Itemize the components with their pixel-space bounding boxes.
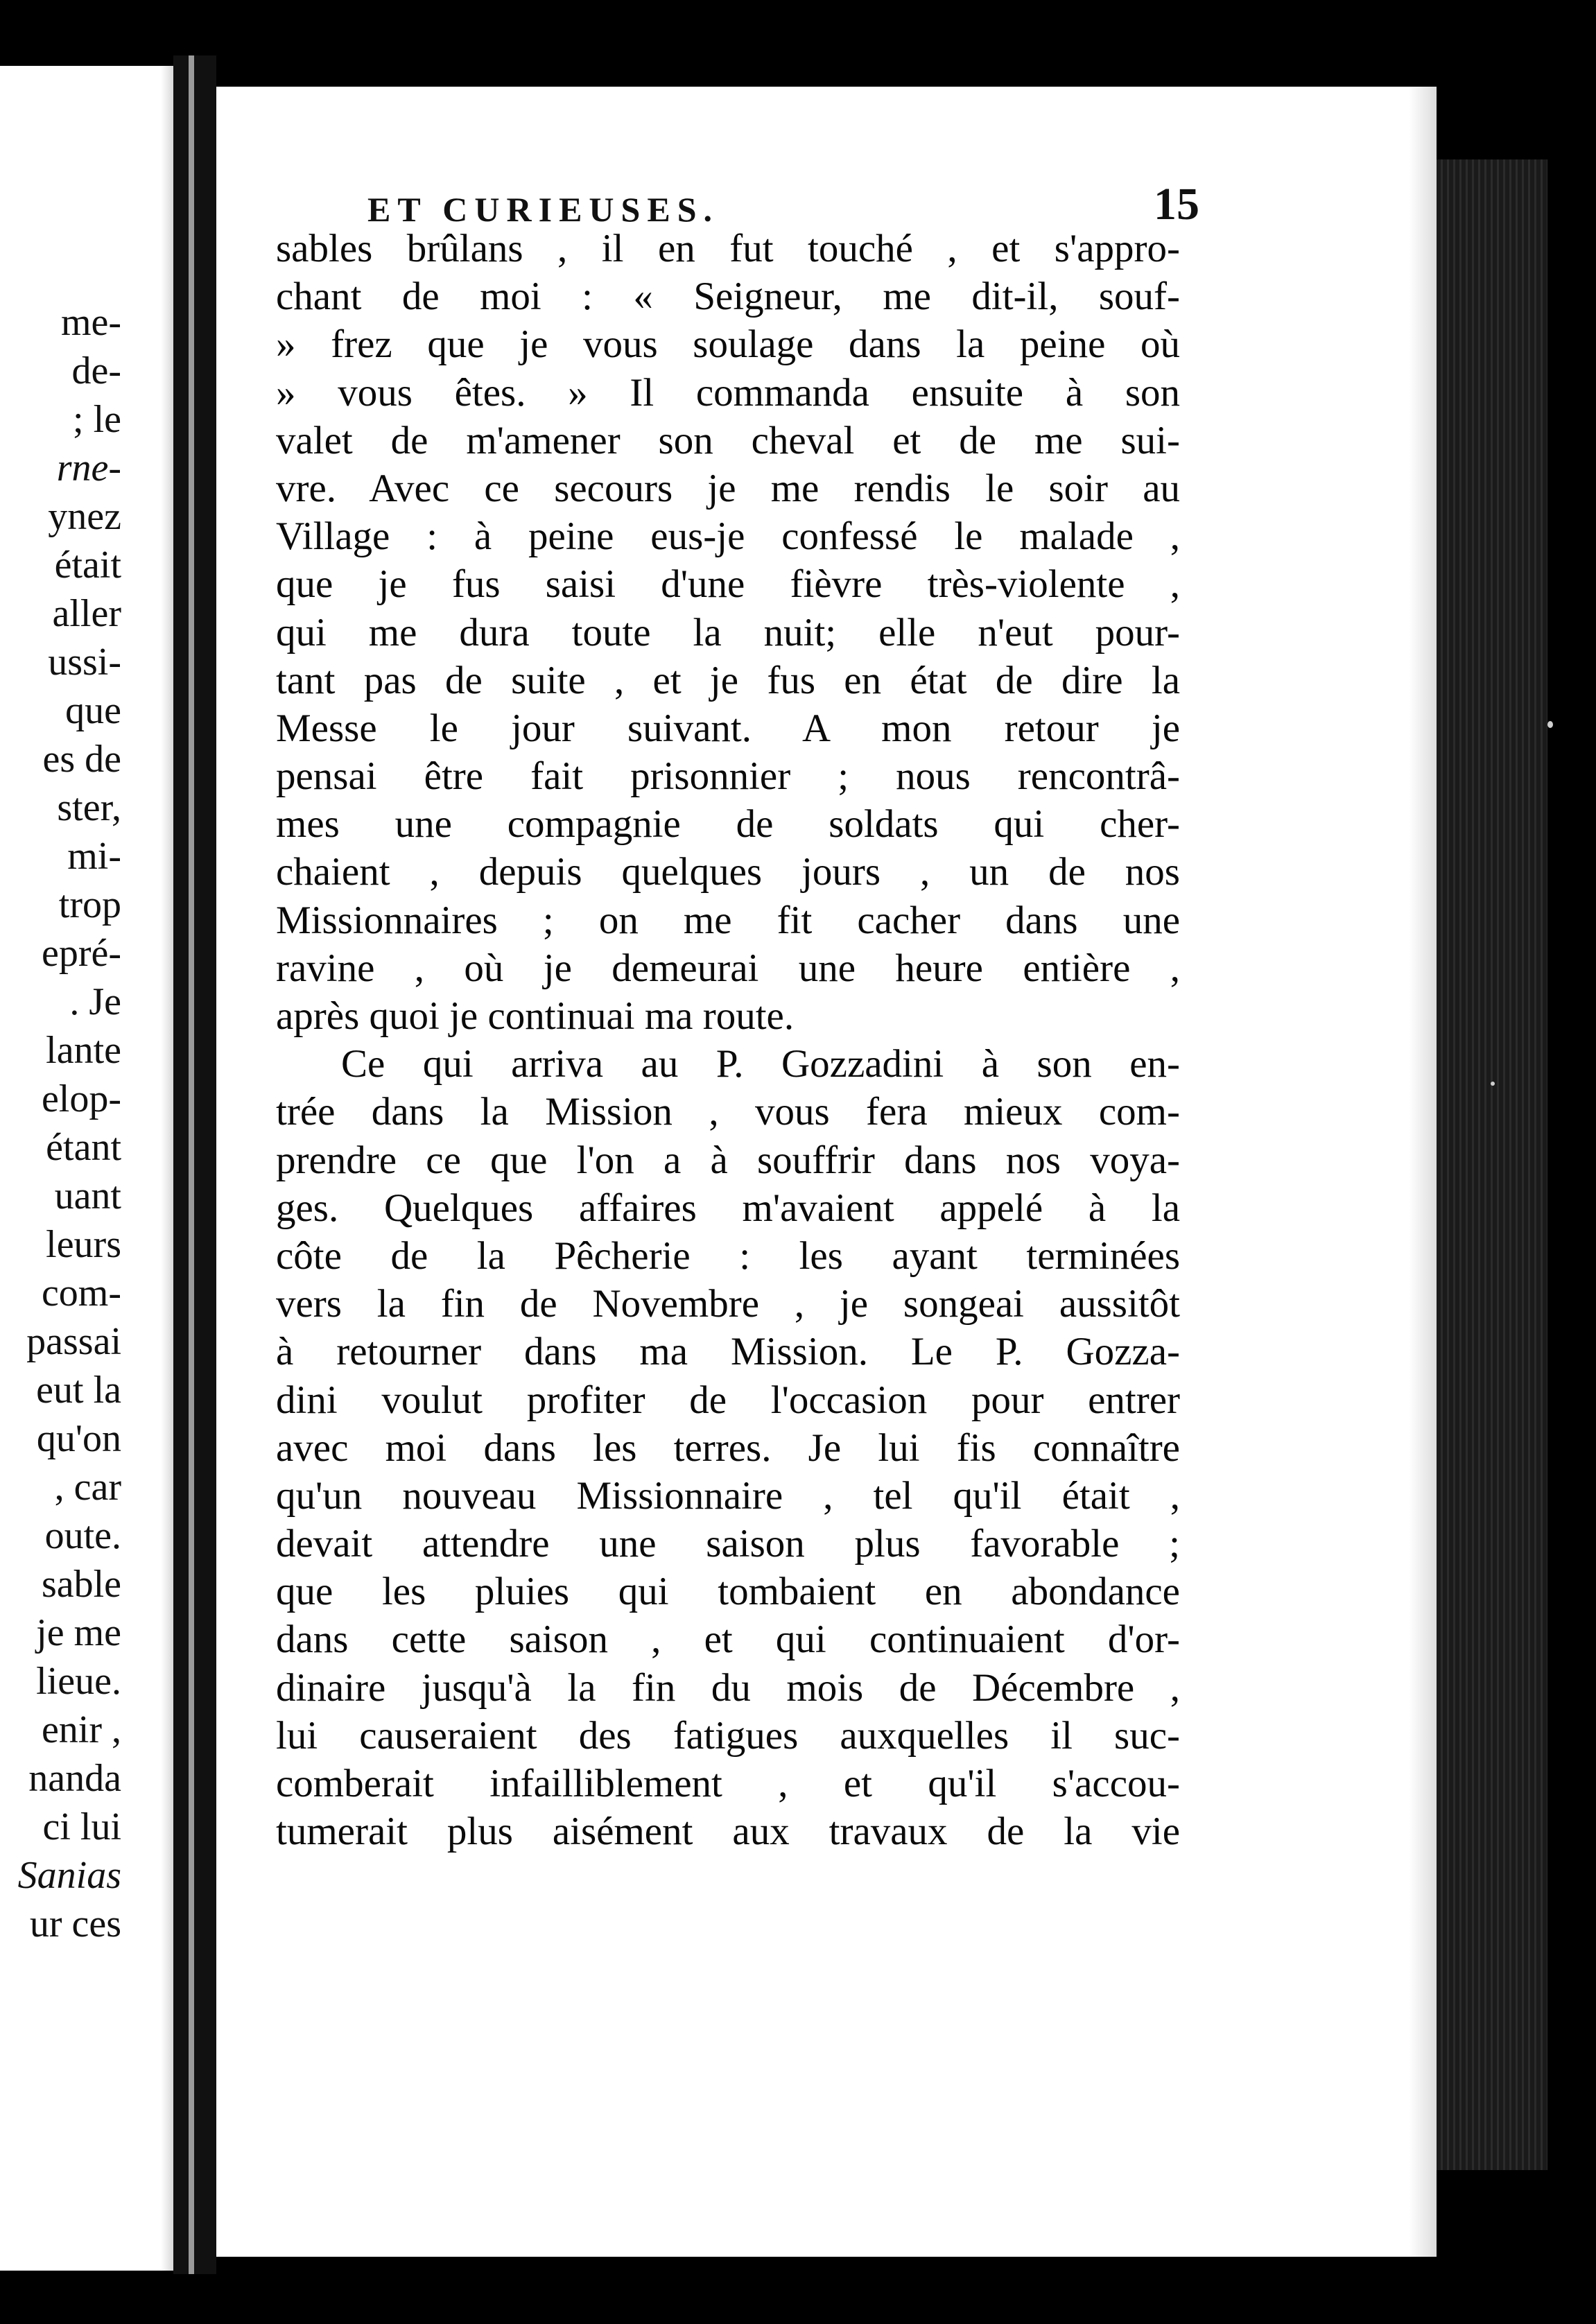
book-spine [173, 55, 216, 2274]
previous-page-line: leurs [46, 1223, 121, 1266]
text-line: trée dans la Mission , vous fera mieux com- [276, 1090, 1180, 1134]
text-line: Missionnaires ; on me fit cacher dans une [276, 898, 1180, 942]
text-line: Village : à peine eus-je confessé le malade , [276, 514, 1180, 559]
text-line: chaient , depuis quelques jours , un de nos [276, 850, 1180, 894]
text-line: devait attendre une saison plus favorable ; [276, 1522, 1180, 1566]
previous-page-text [18, 298, 121, 1948]
previous-page-line: rne- [56, 446, 121, 489]
text-line: tant pas de suite , et je fus en état de dire la [276, 658, 1180, 702]
previous-page-strip [0, 66, 173, 2271]
previous-page-line: enir , [41, 1708, 121, 1751]
previous-page-line: sable [41, 1563, 121, 1606]
previous-page-line: trop [58, 883, 121, 926]
text-line: valet de m'amener son cheval et de me sui- [276, 418, 1180, 462]
previous-page-line: Sanias [17, 1854, 121, 1897]
text-line: que je fus saisi d'une fièvre très-violente , [276, 562, 1180, 607]
previous-page-line: était [54, 544, 121, 587]
running-head: ET CURIEUSES. [367, 190, 720, 229]
text-line: dini voulut profiter de l'occasion pour entrer [276, 1378, 1180, 1422]
previous-page-line: ci lui [42, 1805, 121, 1848]
previous-page-line: epré- [41, 932, 121, 975]
previous-page-line: ur ces [29, 1902, 121, 1945]
previous-page-line: . Je [69, 980, 121, 1023]
text-line: lui causeraient des fatigues auxquelles il suc- [276, 1713, 1180, 1758]
text-line: après quoi je continuai ma route. [276, 994, 795, 1038]
text-line: ges. Quelques affaires m'avaient appelé à la [276, 1186, 1180, 1230]
previous-page-line: lieue. [36, 1660, 121, 1703]
previous-page-line: ussi- [48, 641, 121, 684]
previous-page-line: qu'on [36, 1417, 121, 1460]
previous-page-line: lante [46, 1029, 121, 1072]
text-line: prendre ce que l'on a à souffrir dans nos voya- [276, 1138, 1180, 1182]
previous-page-line: com- [41, 1272, 121, 1315]
previous-page-line: uant [54, 1174, 121, 1217]
previous-page-line: étant [46, 1126, 121, 1169]
text-line: comberait infailliblement , et qu'il s'accou- [276, 1762, 1180, 1805]
previous-page-line: nanda [28, 1757, 121, 1800]
dust-speck [1547, 721, 1553, 728]
text-line: sables brûlans , il en fut touché , et s'appro- [276, 227, 1180, 270]
previous-page-line: eut la [36, 1369, 121, 1412]
previous-page-line: mi- [67, 835, 121, 878]
previous-page-line: elop- [41, 1077, 121, 1120]
dust-speck [1491, 1082, 1495, 1086]
gutter-shadow [161, 66, 173, 2271]
previous-page-line: que [65, 689, 121, 732]
text-line: côte de la Pêcherie : les ayant terminées [276, 1233, 1180, 1278]
text-line: mes une compagnie de soldats qui cher- [276, 802, 1180, 847]
text-line: avec moi dans les terres. Je lui fis connaître [276, 1425, 1180, 1470]
body-text [276, 225, 1180, 1855]
text-line: qui me dura toute la nuit; elle n'eut pour- [276, 610, 1180, 654]
spine-fold [189, 55, 194, 2274]
text-line: ravine , où je demeurai une heure entière , [276, 946, 1180, 990]
text-line: Messe le jour suivant. A mon retour je [276, 706, 1180, 750]
text-line: chant de moi : « Seigneur, me dit-il, souf- [276, 275, 1180, 319]
previous-page-line: ; le [73, 398, 121, 441]
text-line: tumerait plus aisément aux travaux de la vie [276, 1810, 1180, 1854]
text-line: » vous êtes. » Il commanda ensuite à son [276, 370, 1180, 415]
text-line: dinaire jusqu'à la fin du mois de Décembre , [276, 1665, 1180, 1710]
page-edge-shade [1409, 87, 1437, 2257]
previous-page-line: es de [42, 738, 121, 781]
page-edges-block [1437, 159, 1547, 2170]
text-line: vre. Avec ce secours je me rendis le soir au [276, 466, 1180, 510]
previous-page-line: je me [36, 1611, 121, 1654]
previous-page-line: , car [54, 1466, 121, 1509]
previous-page-line: ster, [57, 786, 121, 829]
text-line: pensai être fait prisonnier ; nous rencontrâ- [276, 754, 1180, 799]
previous-page-line: ynez [48, 495, 121, 538]
previous-page-line: me- [60, 301, 121, 344]
text-line: que les pluies qui tombaient en abondance [276, 1570, 1180, 1614]
text-line: » frez que je vous soulage dans la peine où [276, 322, 1180, 367]
text-line: Ce qui arriva au P. Gozzadini à son en- [341, 1042, 1180, 1086]
previous-page-line: aller [52, 592, 121, 635]
previous-page-line: oute. [44, 1514, 121, 1557]
previous-page-line: passai [26, 1320, 121, 1363]
text-line: vers la fin de Novembre , je songeai aussitôt [276, 1282, 1180, 1326]
previous-page-line: de- [71, 349, 121, 392]
page-number: 15 [1154, 179, 1199, 229]
text-line: dans cette saison , et qui continuaient d'or- [276, 1618, 1180, 1662]
text-line: qu'un nouveau Missionnaire , tel qu'il était , [276, 1473, 1180, 1518]
text-line: à retourner dans ma Mission. Le P. Gozza- [276, 1330, 1180, 1374]
